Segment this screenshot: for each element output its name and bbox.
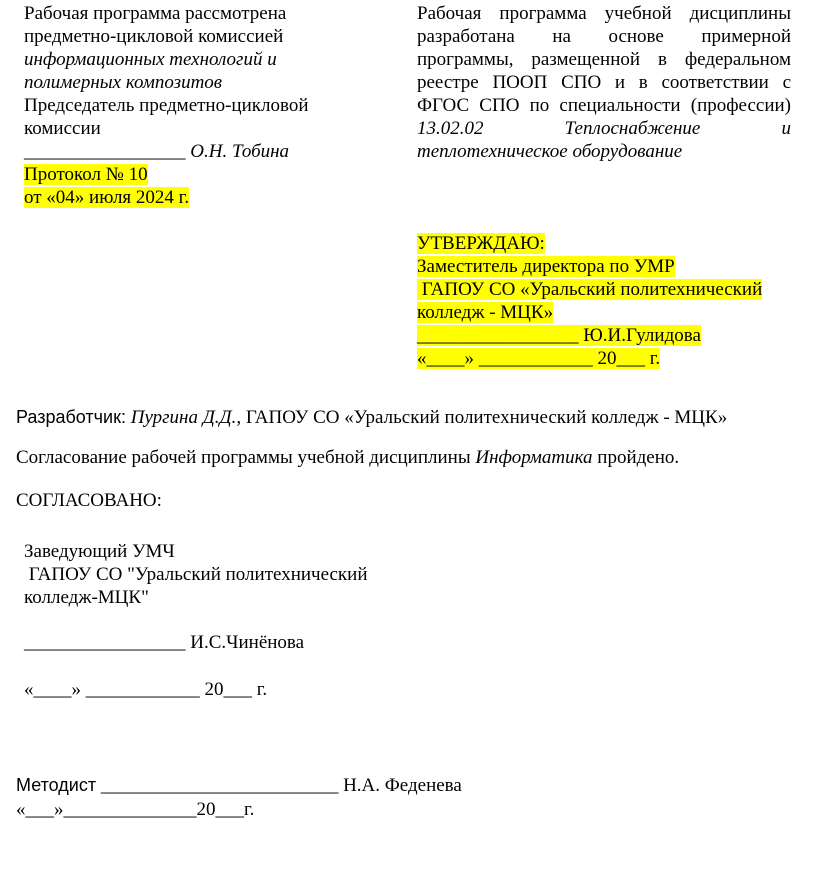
approve-org-2: колледж - МЦК»	[417, 302, 554, 323]
developer-name: Пургина Д.Д.,	[130, 407, 242, 428]
review-line-2: предметно-цикловой комиссией	[24, 26, 284, 47]
methodist-date: «___»______________20___г.	[16, 799, 255, 820]
agreed-position: Заведующий УМЧ	[24, 541, 175, 562]
protocol-number: Протокол № 10	[24, 164, 148, 185]
approve-block	[417, 232, 797, 370]
review-line-1: Рабочая программа рассмотрена	[24, 3, 287, 24]
specialty-line-1: 13.02.02 Теплоснабжение и	[417, 118, 791, 139]
chair-name: О.Н. Тобина	[190, 141, 290, 162]
basis-line-3: программы, размещенной в федеральном	[417, 49, 791, 70]
agreement-text: Согласование рабочей программы учебной дисциплины	[16, 447, 471, 468]
agreed-org-2: колледж-МЦК"	[24, 587, 149, 608]
review-commission-name-1: информационных технологий и	[24, 49, 277, 70]
developer-label: Разработчик:	[16, 407, 126, 427]
methodist-name: Н.А. Феденева	[343, 775, 462, 796]
agreement-line	[16, 446, 679, 469]
approve-org-1: ГАПОУ СО «Уральский политехнический	[417, 279, 763, 300]
approve-title: УТВЕРЖДАЮ:	[417, 233, 545, 254]
review-commission-name-2: полимерных композитов	[24, 72, 223, 93]
agreed-title: СОГЛАСОВАНО:	[16, 490, 162, 511]
program-basis-block	[417, 2, 791, 163]
discipline-name: Информатика	[475, 447, 593, 468]
methodist-signature-blank: _________________________	[100, 775, 339, 796]
developer-org: ГАПОУ СО «Уральский политехнический колледж - МЦК»	[245, 407, 728, 428]
agreed-org-1: ГАПОУ СО "Уральский политехнический	[24, 564, 368, 585]
review-chair-label: Председатель предметно-цикловой	[24, 95, 309, 116]
approve-signature-blank: _________________	[417, 325, 579, 346]
agreed-date: «____» ____________ 20___ г.	[24, 679, 268, 700]
agreement-result: пройдено.	[597, 447, 680, 468]
basis-line-1: Рабочая программа учебной дисциплины	[417, 3, 791, 24]
agreed-signature-line	[24, 631, 304, 654]
approve-position: Заместитель директора по УМР	[417, 256, 675, 277]
specialty-line-2: теплотехническое оборудование	[417, 141, 683, 162]
protocol-date: от «04» июля 2024 г.	[24, 187, 190, 208]
agreed-signature-blank: _________________	[24, 632, 186, 653]
methodist-line	[16, 774, 462, 797]
review-signature-line	[24, 140, 354, 163]
approve-date: «____» ____________ 20___ г.	[417, 348, 661, 369]
basis-line-4: реестре ПООП СПО и в соответствии с	[417, 72, 791, 93]
basis-line-5: ФГОС СПО по специальности (профессии)	[417, 95, 791, 116]
signature-blank: _________________	[24, 141, 186, 162]
basis-line-2: разработана на основе примерной	[417, 26, 791, 47]
agreed-block	[24, 540, 424, 609]
methodist-label: Методист	[16, 775, 97, 795]
approve-signature-line	[417, 325, 701, 346]
review-block	[24, 2, 354, 209]
review-chair-label-2: комиссии	[24, 118, 101, 139]
approve-name: Ю.И.Гулидова	[583, 325, 701, 346]
agreed-name: И.С.Чинёнова	[190, 632, 305, 653]
developer-line	[16, 406, 727, 429]
